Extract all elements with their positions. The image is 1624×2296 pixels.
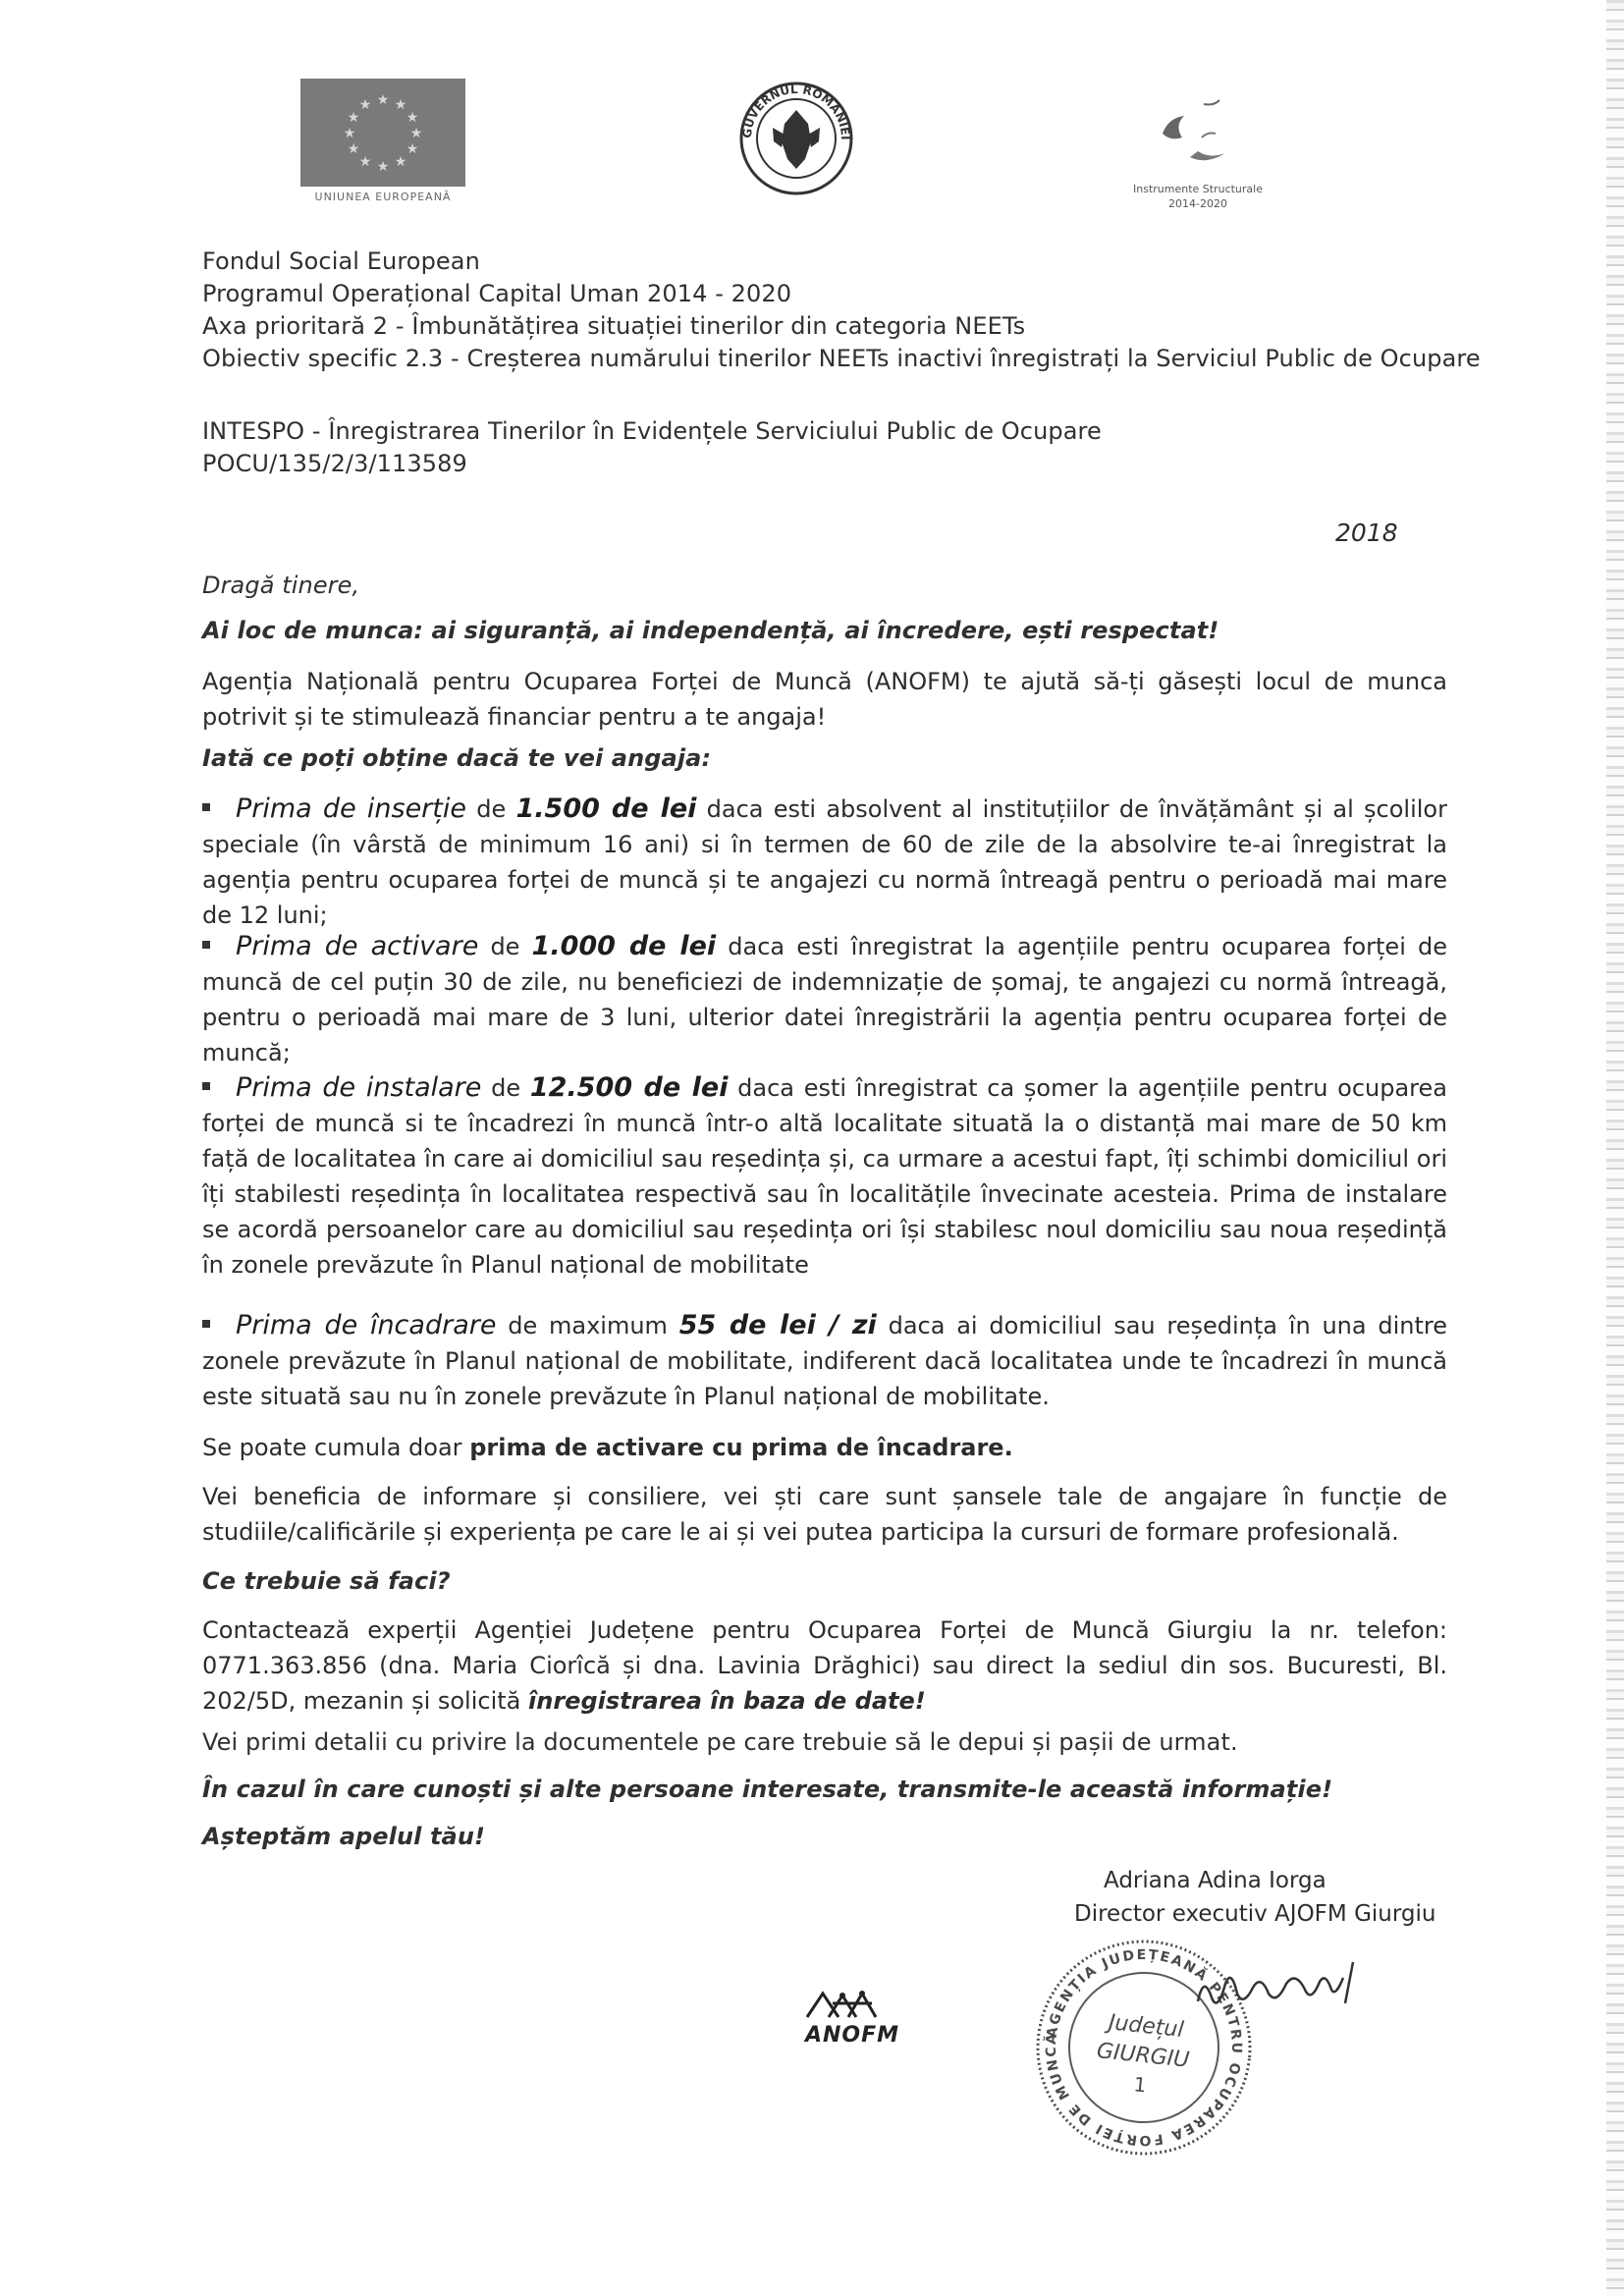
- structural-instruments-label-2: 2014-2020: [1168, 197, 1227, 210]
- header-line-1: Fondul Social European: [202, 247, 480, 275]
- svg-text:★: ★: [358, 154, 372, 170]
- handwritten-signature: [1188, 1954, 1384, 2023]
- bullet-connector: de: [490, 933, 520, 960]
- svg-text:★: ★: [358, 97, 372, 113]
- bullet-text: daca esti absolvent al instituțiilor de învățământ și al școlilor speciale (în vârstă de minimum 16 ani) si în termen de 60 de zile de la absolvire te-ai înregistrat la agenția pentru ocuparea forței de muncă și te angajezi cu normă întreagă pentru o perioadă mai mare de 12 luni;: [202, 795, 1447, 929]
- bullet-amount: 1.000 de lei: [531, 931, 717, 961]
- bullet-title: Prima de instalare: [236, 1072, 482, 1103]
- header-line-2: Programul Operațional Capital Uman 2014 - 2020: [202, 280, 792, 307]
- bullet-dot: [202, 941, 210, 949]
- bullet-amount: 1.500 de lei: [515, 793, 697, 824]
- list-heading: Iată ce poți obține dacă te vei angaja:: [202, 744, 712, 772]
- stamp-line-1: Județul: [1107, 2010, 1185, 2044]
- svg-text:★: ★: [343, 126, 356, 141]
- bullet-dot: [202, 803, 210, 811]
- document-year: 2018: [1335, 519, 1398, 547]
- bullet-employment: [202, 1308, 1447, 1414]
- share-line: În cazul în care cunoști și alte persoane interesate, transmite-le această informație!: [202, 1776, 1333, 1803]
- bullet-amount: 55 de lei / zi: [678, 1310, 877, 1340]
- intro-paragraph: Agenția Națională pentru Ocuparea Forței de Muncă (ANOFM) te ajută să-ți găsești locul de munca potrivit și te stimulează financiar pentru a te angaja!: [202, 668, 1447, 731]
- project-code: POCU/135/2/3/113589: [202, 450, 467, 477]
- svg-text:★: ★: [406, 110, 419, 126]
- svg-text:★: ★: [406, 141, 419, 157]
- bullet-title: Prima de inserție: [236, 793, 466, 824]
- bullet-text: daca ai domiciliul sau reședința în una dintre zonele prevăzute în Planul național de mobilitate, indiferent dacă localitatea unde te încadrezi în muncă este situată sau nu în zonele prevăzute în Planul național de mobilitate.: [202, 1312, 1447, 1410]
- svg-text:★: ★: [347, 110, 360, 126]
- anofm-logo: [793, 1990, 911, 2047]
- svg-text:★: ★: [376, 159, 390, 175]
- anofm-figures-icon: [793, 1990, 911, 2019]
- svg-text:★: ★: [409, 126, 423, 141]
- details-line: Vei primi detalii cu privire la documentele pe care trebuie să le depui și pașii de urmat.: [202, 1728, 1238, 1756]
- svg-text:★: ★: [376, 92, 390, 108]
- cumulate-note: [202, 1430, 1447, 1465]
- bullet-dot: [202, 1082, 210, 1090]
- stamp-line-3: 1: [1132, 2072, 1148, 2098]
- header-line-3: Axa prioritară 2 - Îmbunătățirea situației tinerilor din categoria NEETs: [202, 312, 1026, 340]
- signature-name: Adriana Adina Iorga: [1104, 1868, 1326, 1893]
- bullet-dot: [202, 1320, 210, 1328]
- svg-text:★: ★: [394, 97, 407, 113]
- eu-logo: [300, 79, 465, 187]
- header-line-4: Obiectiv specific 2.3 - Creșterea numărului tinerilor NEETs inactivi înregistrați la Serviciul Public de Ocupare: [202, 345, 1481, 372]
- bullet-connector: de: [491, 1074, 521, 1102]
- what-to-do-heading: Ce trebuie să faci?: [202, 1567, 451, 1595]
- contact-emphasis: înregistrarea în baza de date!: [528, 1687, 926, 1715]
- eu-stars-icon: [300, 79, 465, 187]
- closing-line: Așteptăm apelul tău!: [202, 1823, 486, 1850]
- greeting: Dragă tinere,: [202, 572, 360, 599]
- gov-seal: [738, 81, 854, 196]
- eu-label: UNIUNEA EUROPEANĂ: [314, 191, 452, 203]
- structural-instruments-label-1: Instrumente Structurale: [1133, 183, 1263, 195]
- stamp-ring-text: AGENȚIA JUDEȚEANĂ PENTRU OCUPAREA FORȚEI DE MUNCĂ: [1043, 1946, 1245, 2149]
- bullet-title: Prima de încadrare: [236, 1310, 497, 1340]
- slogan: Ai loc de munca: ai siguranță, ai independență, ai încredere, ești respectat!: [202, 617, 1219, 644]
- anofm-wordmark: ANOFM: [804, 2023, 900, 2048]
- scan-edge: [1606, 0, 1624, 2296]
- cumulate-text: Se poate cumula doar: [202, 1434, 462, 1461]
- svg-text:★: ★: [347, 141, 360, 157]
- bullet-text: daca esti înregistrat ca șomer la agențiile pentru ocuparea forței de muncă si te încadrezi în muncă într-o altă localitate situată la o distanță mai mare de 50 km față de localitatea în care ai domiciliul sau reședința și, ca urmare a acestui fapt, îți schimbi domiciliul ori îți stabilesti reședința în localitatea respectivă sau în localitățile învecinate acesteia. Prima de instalare se acordă persoanelor care au domiciliul sau reședința ori își stabilesc noul domiciliu sau noua reședință în zonele prevăzute în Planul național de mobilitate: [202, 1074, 1447, 1279]
- svg-text:★: ★: [394, 154, 407, 170]
- bullet-installation: [202, 1070, 1447, 1283]
- bullet-activation: [202, 929, 1447, 1070]
- stamp-line-2: GIURGIU: [1095, 2039, 1191, 2073]
- contact-paragraph: [202, 1613, 1447, 1719]
- bullet-insertion: [202, 792, 1447, 933]
- bullet-connector: de maximum: [508, 1312, 668, 1339]
- cumulate-bold: prima de activare cu prima de încadrare.: [469, 1434, 1013, 1461]
- counseling-paragraph: Vei beneficia de informare și consiliere, vei ști care sunt șansele tale de angajare în funcție de studiile/calificările și experiența pe care le ai și vei putea participa la cursuri de formare profesională.: [202, 1483, 1447, 1546]
- contact-text: Contactează experții Agenției Județene pentru Ocuparea Forței de Muncă Giurgiu la nr. telefon: 0771.363.856 (dna. Maria Ciorîcă și dna. Lavinia Drăghici) sau direct la sediul din sos. Bucuresti, Bl. 202/5D, mezanin și solicită: [202, 1616, 1447, 1715]
- structural-instruments-logo: [1155, 96, 1233, 175]
- project-title: INTESPO - Înregistrarea Tinerilor în Evidențele Serviciului Public de Ocupare: [202, 417, 1102, 445]
- gov-seal-text: GUVERNUL ROMÂNIEI: [739, 82, 853, 140]
- bullet-amount: 12.500 de lei: [529, 1072, 729, 1103]
- bullet-title: Prima de activare: [236, 931, 479, 961]
- signature-title: Director executiv AJOFM Giurgiu: [1074, 1901, 1436, 1927]
- bullet-text: daca esti înregistrat la agențiile pentru ocuparea forței de muncă de cel puțin 30 de zile, nu beneficiezi de indemnizație de șomaj, te angajezi cu normă întreagă, pentru o perioadă mai mare de 3 luni, ulterior datei înregistrării la agenția pentru ocuparea forței de muncă;: [202, 933, 1447, 1066]
- bullet-connector: de: [476, 795, 507, 823]
